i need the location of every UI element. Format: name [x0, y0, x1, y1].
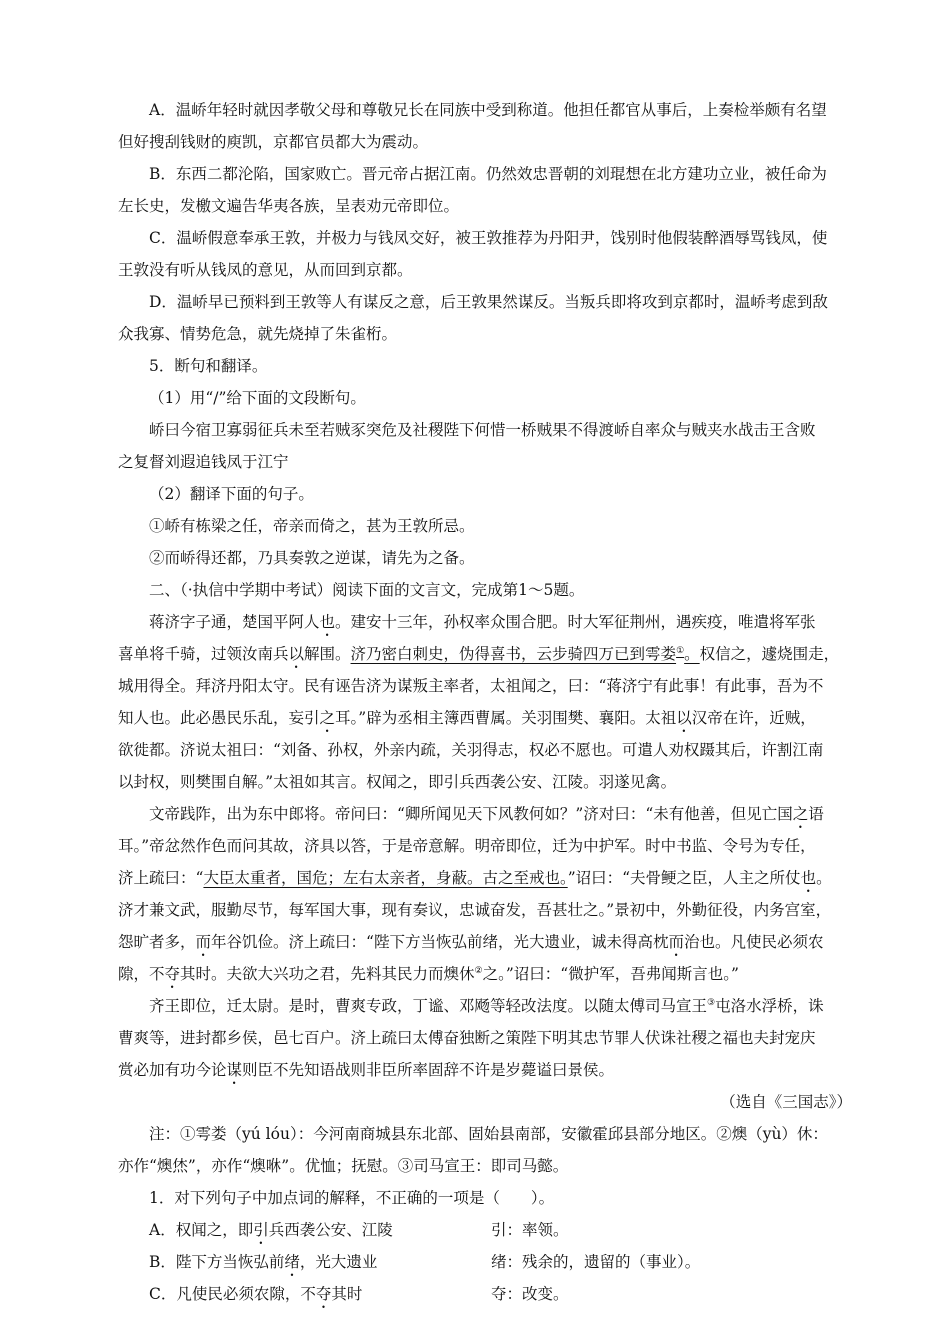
question-5-sub2: （2）翻译下面的句子。	[149, 485, 314, 503]
question-5-sub1: （1）用“/”给下面的文段断句。	[149, 389, 366, 407]
question-1-stem: 1．对下列句子中加点词的解释，不正确的一项是（ ）。	[149, 1189, 555, 1207]
passage-p2-line6: 隙，不夺其时。夫欲大兴功之君，先料其民力而燠休②之。”诏曰：“微护军，吾弗闻斯言也。”	[118, 965, 739, 983]
punctuation-passage-line2: 之复督刘遐追钱凤于江宁	[118, 453, 289, 471]
option-c-line1: C．温峤假意奉承王敦，并极力与钱凤交好，被王敦推荐为丹阳尹，饯别时他假装醉酒辱骂钱凤，使	[149, 229, 828, 247]
dotted-word: 谋	[226, 1061, 243, 1079]
translate-sentence-1: ①峤有栋梁之任，帝亲而倚之，甚为王敦所忌。	[149, 517, 475, 535]
dotted-word: 之	[792, 805, 809, 823]
passage-p3-line1: 齐王即位，迁太尉。是时，曹爽专政，丁谧、邓飏等轻改法度。以随太傅司马宣王③屯洛水浮桥，诛	[149, 997, 824, 1015]
passage-p2-line3: 济上疏曰：“大臣太重者，国危；左右太亲者，身蔽。古之至戒也。”诏曰：“夫骨鲠之臣，人主之所仗也。	[118, 869, 832, 887]
option-b-explanation: 绪：残余的，遗留的（事业）。	[491, 1253, 701, 1271]
option-a-explanation: 引：率领。	[491, 1221, 569, 1239]
notes-line1: 注：①雩娄（yú lóu）：今河南商城县东北部、固始县南部，安徽霍邱县部分地区。②燠（yù）休：	[149, 1125, 828, 1143]
passage-p3-line2: 曹爽等，进封都乡侯，邑七百户。济上疏曰太傅奋独断之策陛下明其忠节罪人伏诛社稷之福也夫封宠庆	[118, 1029, 816, 1047]
passage-p1-line2: 喜单将千骑，过领汝南兵以解围。济乃密白刺史，伪得喜书，云步骑四万已到雩娄①。权信之，遽烧围走，	[118, 645, 840, 663]
dotted-word: 夺	[315, 1285, 332, 1303]
option-a-line1: A．温峤年轻时就因孝敬父母和尊敬兄长在同族中受到称道。他担任都官从事后，上奏检举颇有名望	[149, 101, 827, 119]
dotted-word: 也	[319, 613, 336, 631]
dotted-word: 而	[195, 933, 212, 951]
footnote-marker: ③	[707, 997, 716, 1008]
option-b-line2: 左长史，发檄文遍告华夷各族，呈表劝元帝即位。	[118, 197, 460, 215]
option-c-line2: 王敦没有听从钱凤的意见，从而回到京都。	[118, 261, 413, 279]
passage-p1-line5: 欲徙都。济说太祖曰：“刘备、孙权，外亲内疏，关羽得志，权必不愿也。可遣人劝权蹑其后，许割江南	[118, 741, 824, 759]
dotted-word: 引	[253, 1221, 269, 1239]
dotted-word: 之	[319, 709, 336, 727]
option-d-line2: 众我寡、情势危急，就先烧掉了朱雀桁。	[118, 325, 398, 343]
dotted-word: 以	[288, 645, 305, 663]
dotted-word: 也	[800, 869, 817, 887]
translate-sentence-2: ②而峤得还都，乃具奏敦之逆谋，请先为之备。	[149, 549, 475, 567]
question-1-option-c: C．凡使民必须农隙，不夺其时 夺：改变。	[149, 1285, 569, 1303]
notes-line2: 亦作“燠烋”，亦作“燠咻”。优恤；抚慰。③司马宣王：即司马懿。	[118, 1157, 569, 1175]
dotted-word: 夺	[164, 965, 181, 983]
footnote-marker: ②	[474, 965, 483, 976]
passage-p2-line4: 济才兼文武，服勤尽节，每军国大事，现有奏议，忠诚奋发，吾甚壮之。”景初中，外勤征役，内务宫室，	[118, 901, 832, 919]
passage-p2-line1: 文帝践阼，出为东中郎将。帝问曰：“卿所闻见天下风教何如？”济对曰：“未有他善，但见亡国之语	[149, 805, 824, 823]
question-1-option-a: A．权闻之，即引兵西袭公安、江陵 引：率领。	[149, 1221, 569, 1239]
underlined-sentence: 济乃密白刺史，伪得喜书，云步骑四万已到雩娄	[350, 645, 677, 663]
source-citation: （选自《三国志》）	[720, 1093, 852, 1111]
option-b-line1: B．东西二都沦陷，国家败亡。晋元帝占据江南。仍然效忠晋朝的刘琨想在北方建功立业，被任命为	[149, 165, 827, 183]
passage-p1-line4: 知人也。此必愚民乐乱，妄引之耳。”辟为丞相主簿西曹属。关羽围樊、襄阳。太祖以汉帝在许，近贼，	[118, 709, 816, 727]
passage-p1-line3: 城用得全。拜济丹阳太守。民有诬告济为谋叛主率者，太祖闻之，曰：“蒋济宁有此事！有此事，吾为不	[118, 677, 824, 695]
section-2-heading: 二、（·执信中学期中考试）阅读下面的文言文，完成第1～5题。	[149, 581, 585, 599]
passage-p1-line6: 以封权，则樊围自解。”太祖如其言。权闻之，即引兵西袭公安、江陵。羽遂见禽。	[118, 773, 677, 791]
option-d-line1: D．温峤早已预料到王敦等人有谋反之意，后王敦果然谋反。当叛兵即将攻到京都时，温峤考虑到敌	[149, 293, 828, 311]
question-1-option-b: B．陛下方当恢弘前绪，光大遗业 绪：残余的，遗留的（事业）。	[149, 1253, 701, 1271]
dotted-word: 绪	[284, 1253, 300, 1271]
underlined-sentence: 大臣太重者，国危；左右太亲者，身蔽。古之至戒也。	[203, 869, 568, 887]
dotted-word: 而	[668, 933, 684, 951]
question-5-title: 5．断句和翻译。	[149, 357, 268, 375]
option-c-explanation: 夺：改变。	[491, 1285, 569, 1303]
passage-p2-line5: 怨旷者多，而年谷饥俭。济上疏曰：“陛下方当恢弘前绪，光大遗业，诚未得高枕而治也。凡使民必须农	[118, 933, 824, 951]
passage-p1-line1: 蒋济字子通，楚国平阿人也。建安十三年，孙权率众围合肥。时大军征荆州，遇疾疫，唯遣将军张	[149, 613, 816, 631]
passage-p3-line3: 赏必加有功今论谋则臣不先知语战则非臣所率固辞不许是岁薨谥曰景侯。	[118, 1061, 615, 1079]
document-body	[118, 94, 858, 1310]
option-a-line2: 但好搜刮钱财的庾凯，京都官员都大为震动。	[118, 133, 429, 151]
footnote-marker: ①	[676, 645, 685, 656]
passage-p2-line2: 耳。”帝忿然作色而问其故，济具以答，于是帝意解。明帝即位，迁为中护军。时中书监、令号为专任，	[118, 837, 816, 855]
dotted-word: 以	[676, 709, 692, 727]
punctuation-passage-line1: 峤曰今宿卫寡弱征兵未至若贼豕突危及社稷陛下何惜一桥贼果不得渡峤自率众与贼夹水战击王含败	[149, 421, 816, 439]
